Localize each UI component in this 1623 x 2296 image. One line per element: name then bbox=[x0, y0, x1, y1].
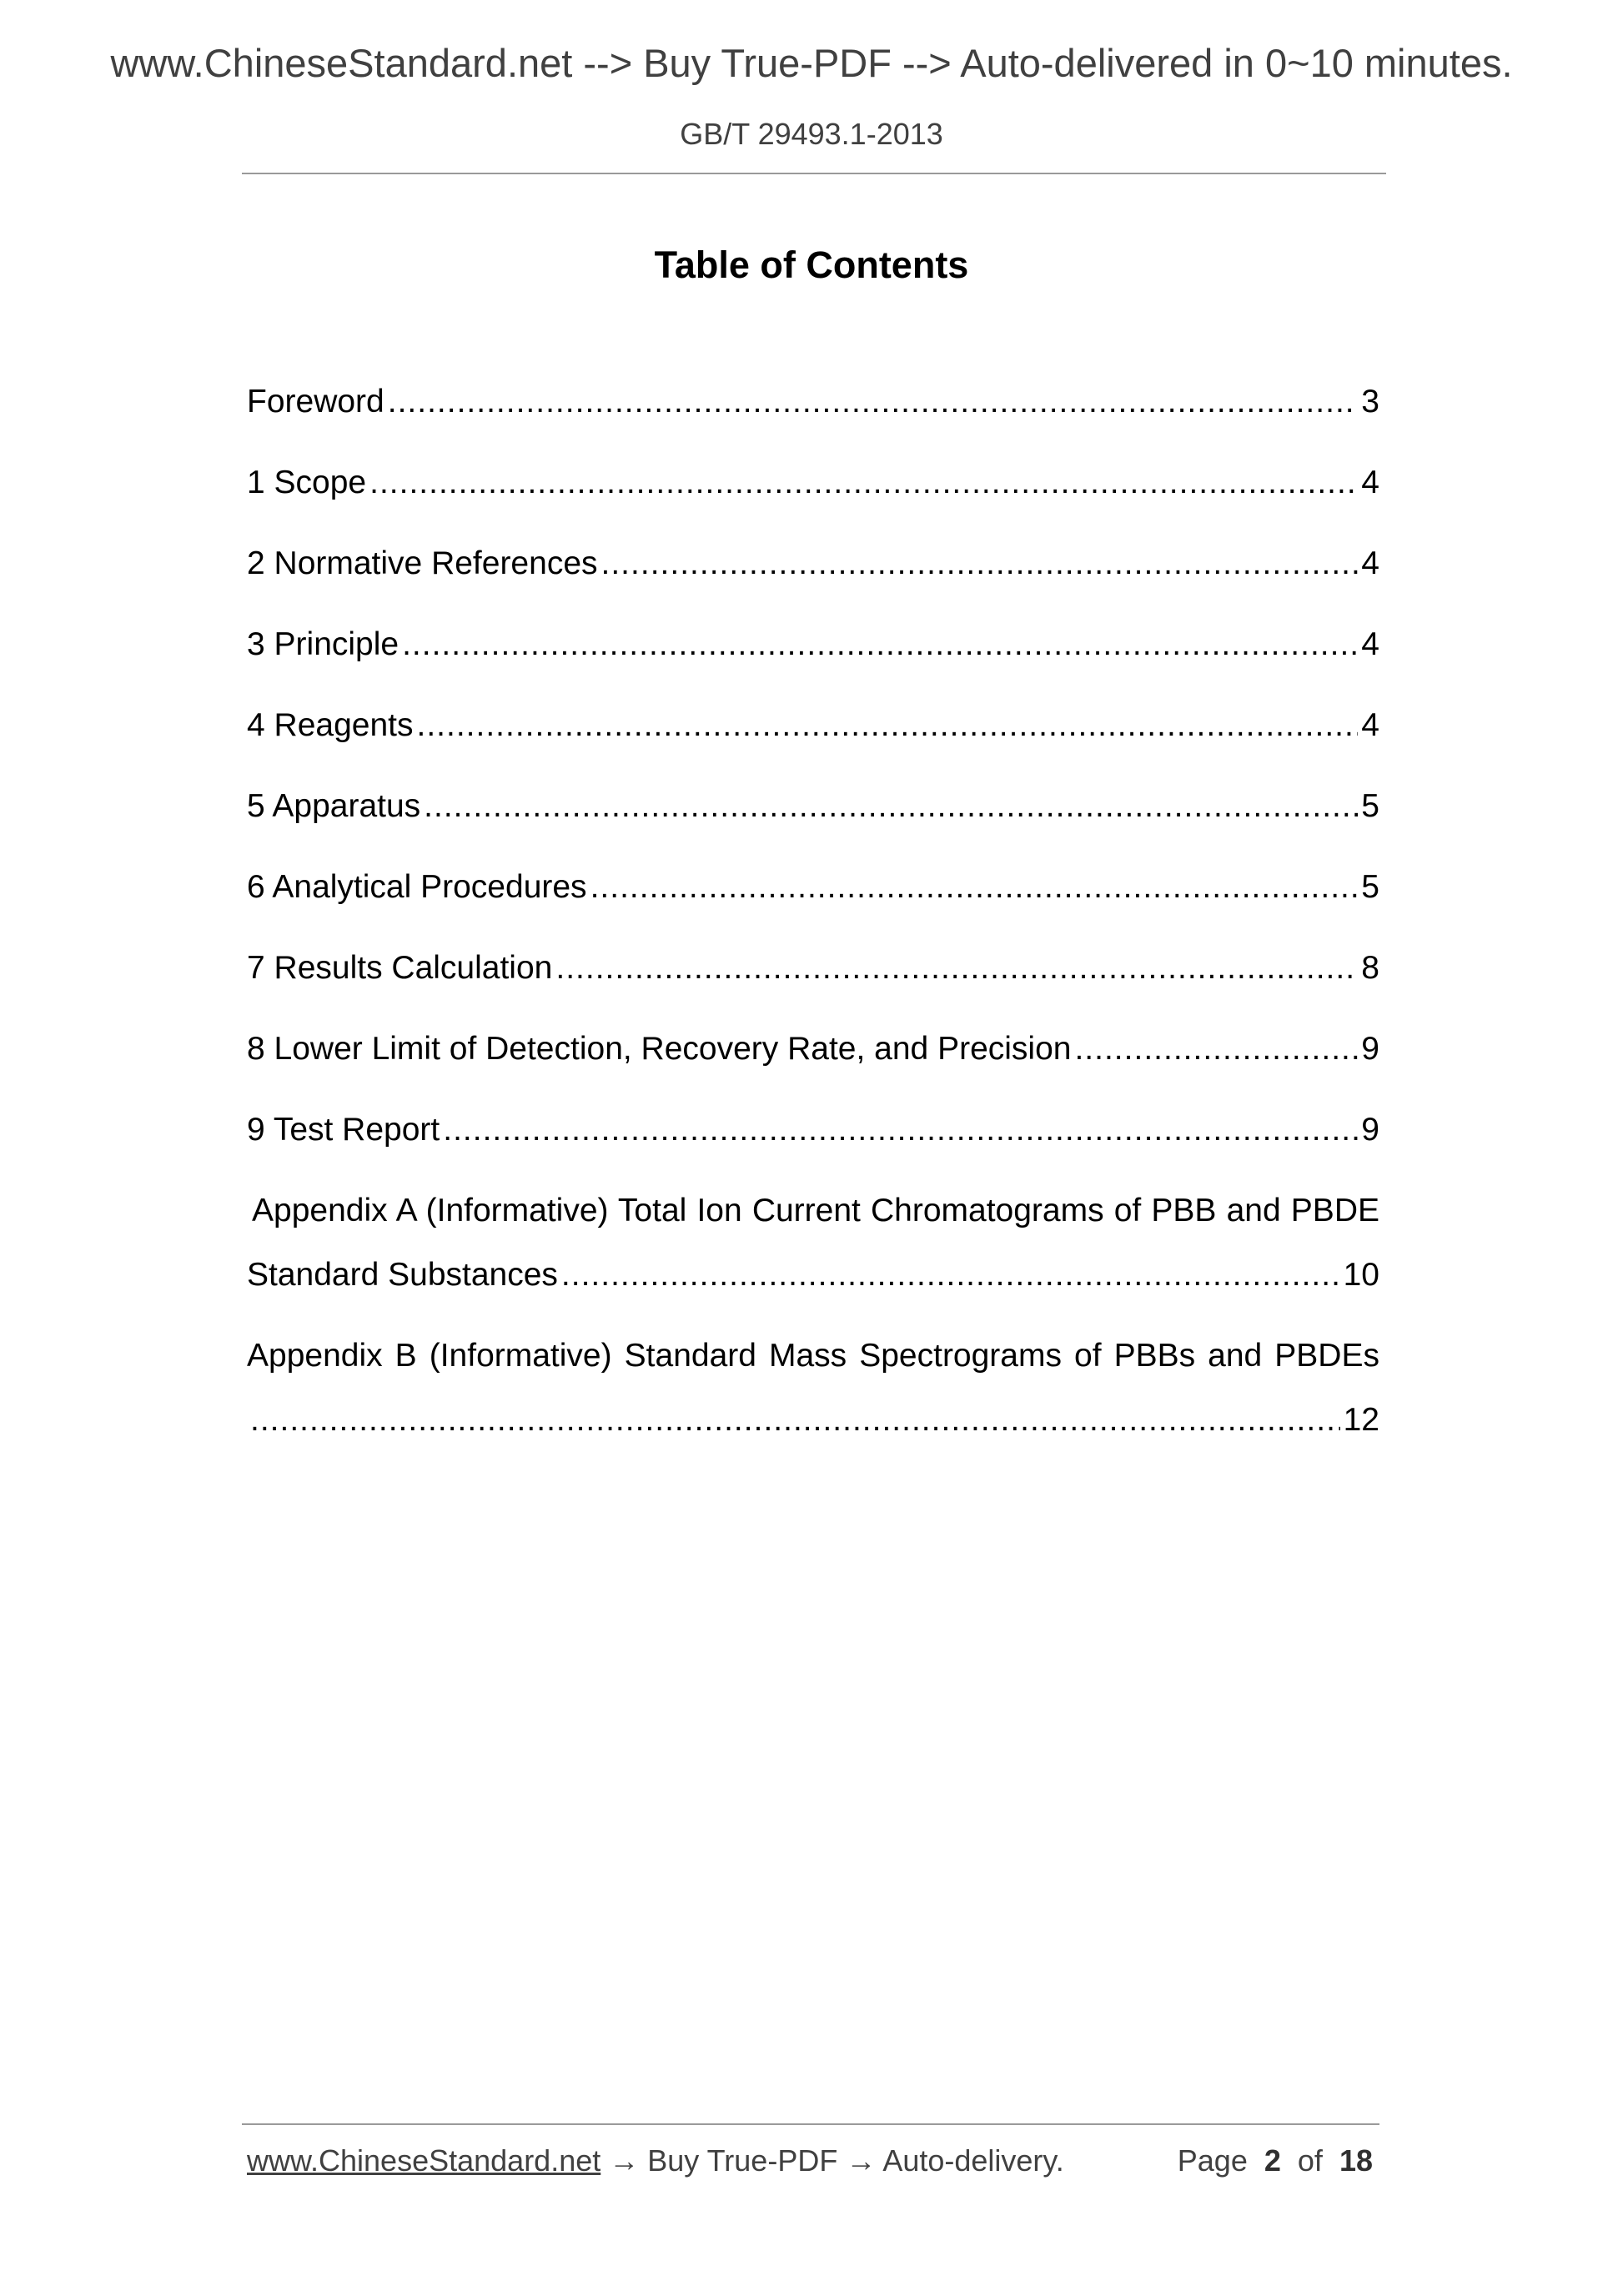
toc-leader-dots bbox=[590, 866, 1359, 909]
toc-entry-page: 5 bbox=[1361, 869, 1379, 905]
toc-entry-label: 5 Apparatus bbox=[247, 788, 421, 824]
toc-leader-dots bbox=[443, 1108, 1358, 1152]
toc-entry-page: 4 bbox=[1361, 626, 1379, 662]
toc-entry-analytical-procedures[interactable] bbox=[247, 866, 1379, 909]
toc-leader-dots bbox=[402, 623, 1358, 666]
toc-leader-dots bbox=[424, 785, 1358, 828]
toc-entry-appendix-b-title[interactable]: Appendix B (Informative) Standard Mass Spectrograms of PBBs and PBDEs bbox=[247, 1338, 1379, 1374]
current-page-number: 2 bbox=[1264, 2143, 1281, 2178]
toc-entry-label: Foreword bbox=[247, 384, 384, 420]
toc-leader-dots bbox=[561, 1254, 1340, 1297]
toc-entry-page: 4 bbox=[1361, 707, 1379, 743]
toc-entry-page: 9 bbox=[1361, 1112, 1379, 1148]
standard-code: GB/T 29493.1-2013 bbox=[680, 117, 943, 151]
toc-entry-results-calculation[interactable] bbox=[247, 947, 1379, 990]
site-banner: www.ChineseStandard.net --> Buy True-PDF --> Auto-delivered in 0~10 minutes. bbox=[110, 41, 1513, 85]
toc-leader-dots bbox=[388, 380, 1359, 424]
page-indicator bbox=[1178, 2140, 1373, 2182]
toc-entry-page: 12 bbox=[1343, 1402, 1379, 1438]
toc-leader-dots bbox=[1074, 1027, 1358, 1071]
toc-entry-page: 9 bbox=[1361, 1031, 1379, 1067]
toc-leader-dots bbox=[601, 542, 1359, 585]
page-title: Table of Contents bbox=[654, 244, 969, 286]
toc-entry-label: 6 Analytical Procedures bbox=[247, 869, 587, 905]
toc-entry-apparatus[interactable] bbox=[247, 785, 1379, 828]
toc-entry-label: 2 Normative References bbox=[247, 545, 598, 581]
toc-entry-test-report[interactable] bbox=[247, 1108, 1379, 1152]
toc-entry-appendix-a[interactable] bbox=[247, 1254, 1379, 1297]
page-word: Page bbox=[1177, 2143, 1248, 2178]
toc-entry-principle[interactable] bbox=[247, 623, 1379, 666]
toc-leader-dots bbox=[369, 461, 1358, 505]
footer-promo bbox=[247, 2140, 1064, 2182]
footer-site-link[interactable]: www.ChineseStandard.net bbox=[247, 2143, 601, 2178]
toc-entry-page: 10 bbox=[1343, 1257, 1379, 1293]
toc-leader-dots bbox=[555, 947, 1358, 990]
toc-leader-dots bbox=[416, 704, 1358, 747]
toc-entry-appendix-a-title[interactable]: Appendix A (Informative) Total Ion Current Chromatograms of PBB and PBDE bbox=[252, 1193, 1379, 1228]
toc-entry-page: 4 bbox=[1361, 545, 1379, 581]
toc-entry-page: 3 bbox=[1361, 384, 1379, 420]
toc-entry-reagents[interactable] bbox=[247, 704, 1379, 747]
toc-entry-label: 8 Lower Limit of Detection, Recovery Rate, and Precision bbox=[247, 1031, 1072, 1067]
toc-entry-lower-limit-of-detection[interactable] bbox=[247, 1027, 1379, 1071]
toc-entry-page: 5 bbox=[1361, 788, 1379, 824]
toc-entry-label: 7 Results Calculation bbox=[247, 950, 553, 986]
toc-leader-dots bbox=[250, 1399, 1340, 1442]
toc-entry-appendix-b[interactable] bbox=[247, 1399, 1379, 1442]
header-divider bbox=[242, 173, 1386, 174]
toc-entry-label: 3 Principle bbox=[247, 626, 399, 662]
toc-entry-label: Standard Substances bbox=[247, 1257, 558, 1293]
footer-promo-text: → Buy True-PDF → Auto-delivery. bbox=[600, 2143, 1064, 2178]
of-word: of bbox=[1297, 2143, 1323, 2178]
toc-entry-label: 4 Reagents bbox=[247, 707, 414, 743]
toc-entry-normative-references[interactable] bbox=[247, 542, 1379, 585]
toc-entry-label: 1 Scope bbox=[247, 465, 367, 500]
total-pages: 18 bbox=[1339, 2143, 1373, 2178]
toc-entry-page: 8 bbox=[1361, 950, 1379, 986]
toc-entry-page: 4 bbox=[1361, 465, 1379, 500]
toc-entry-label: 9 Test Report bbox=[247, 1112, 440, 1148]
footer-divider bbox=[242, 2123, 1379, 2125]
toc-entry-foreword[interactable] bbox=[247, 380, 1379, 424]
toc-entry-scope[interactable] bbox=[247, 461, 1379, 505]
